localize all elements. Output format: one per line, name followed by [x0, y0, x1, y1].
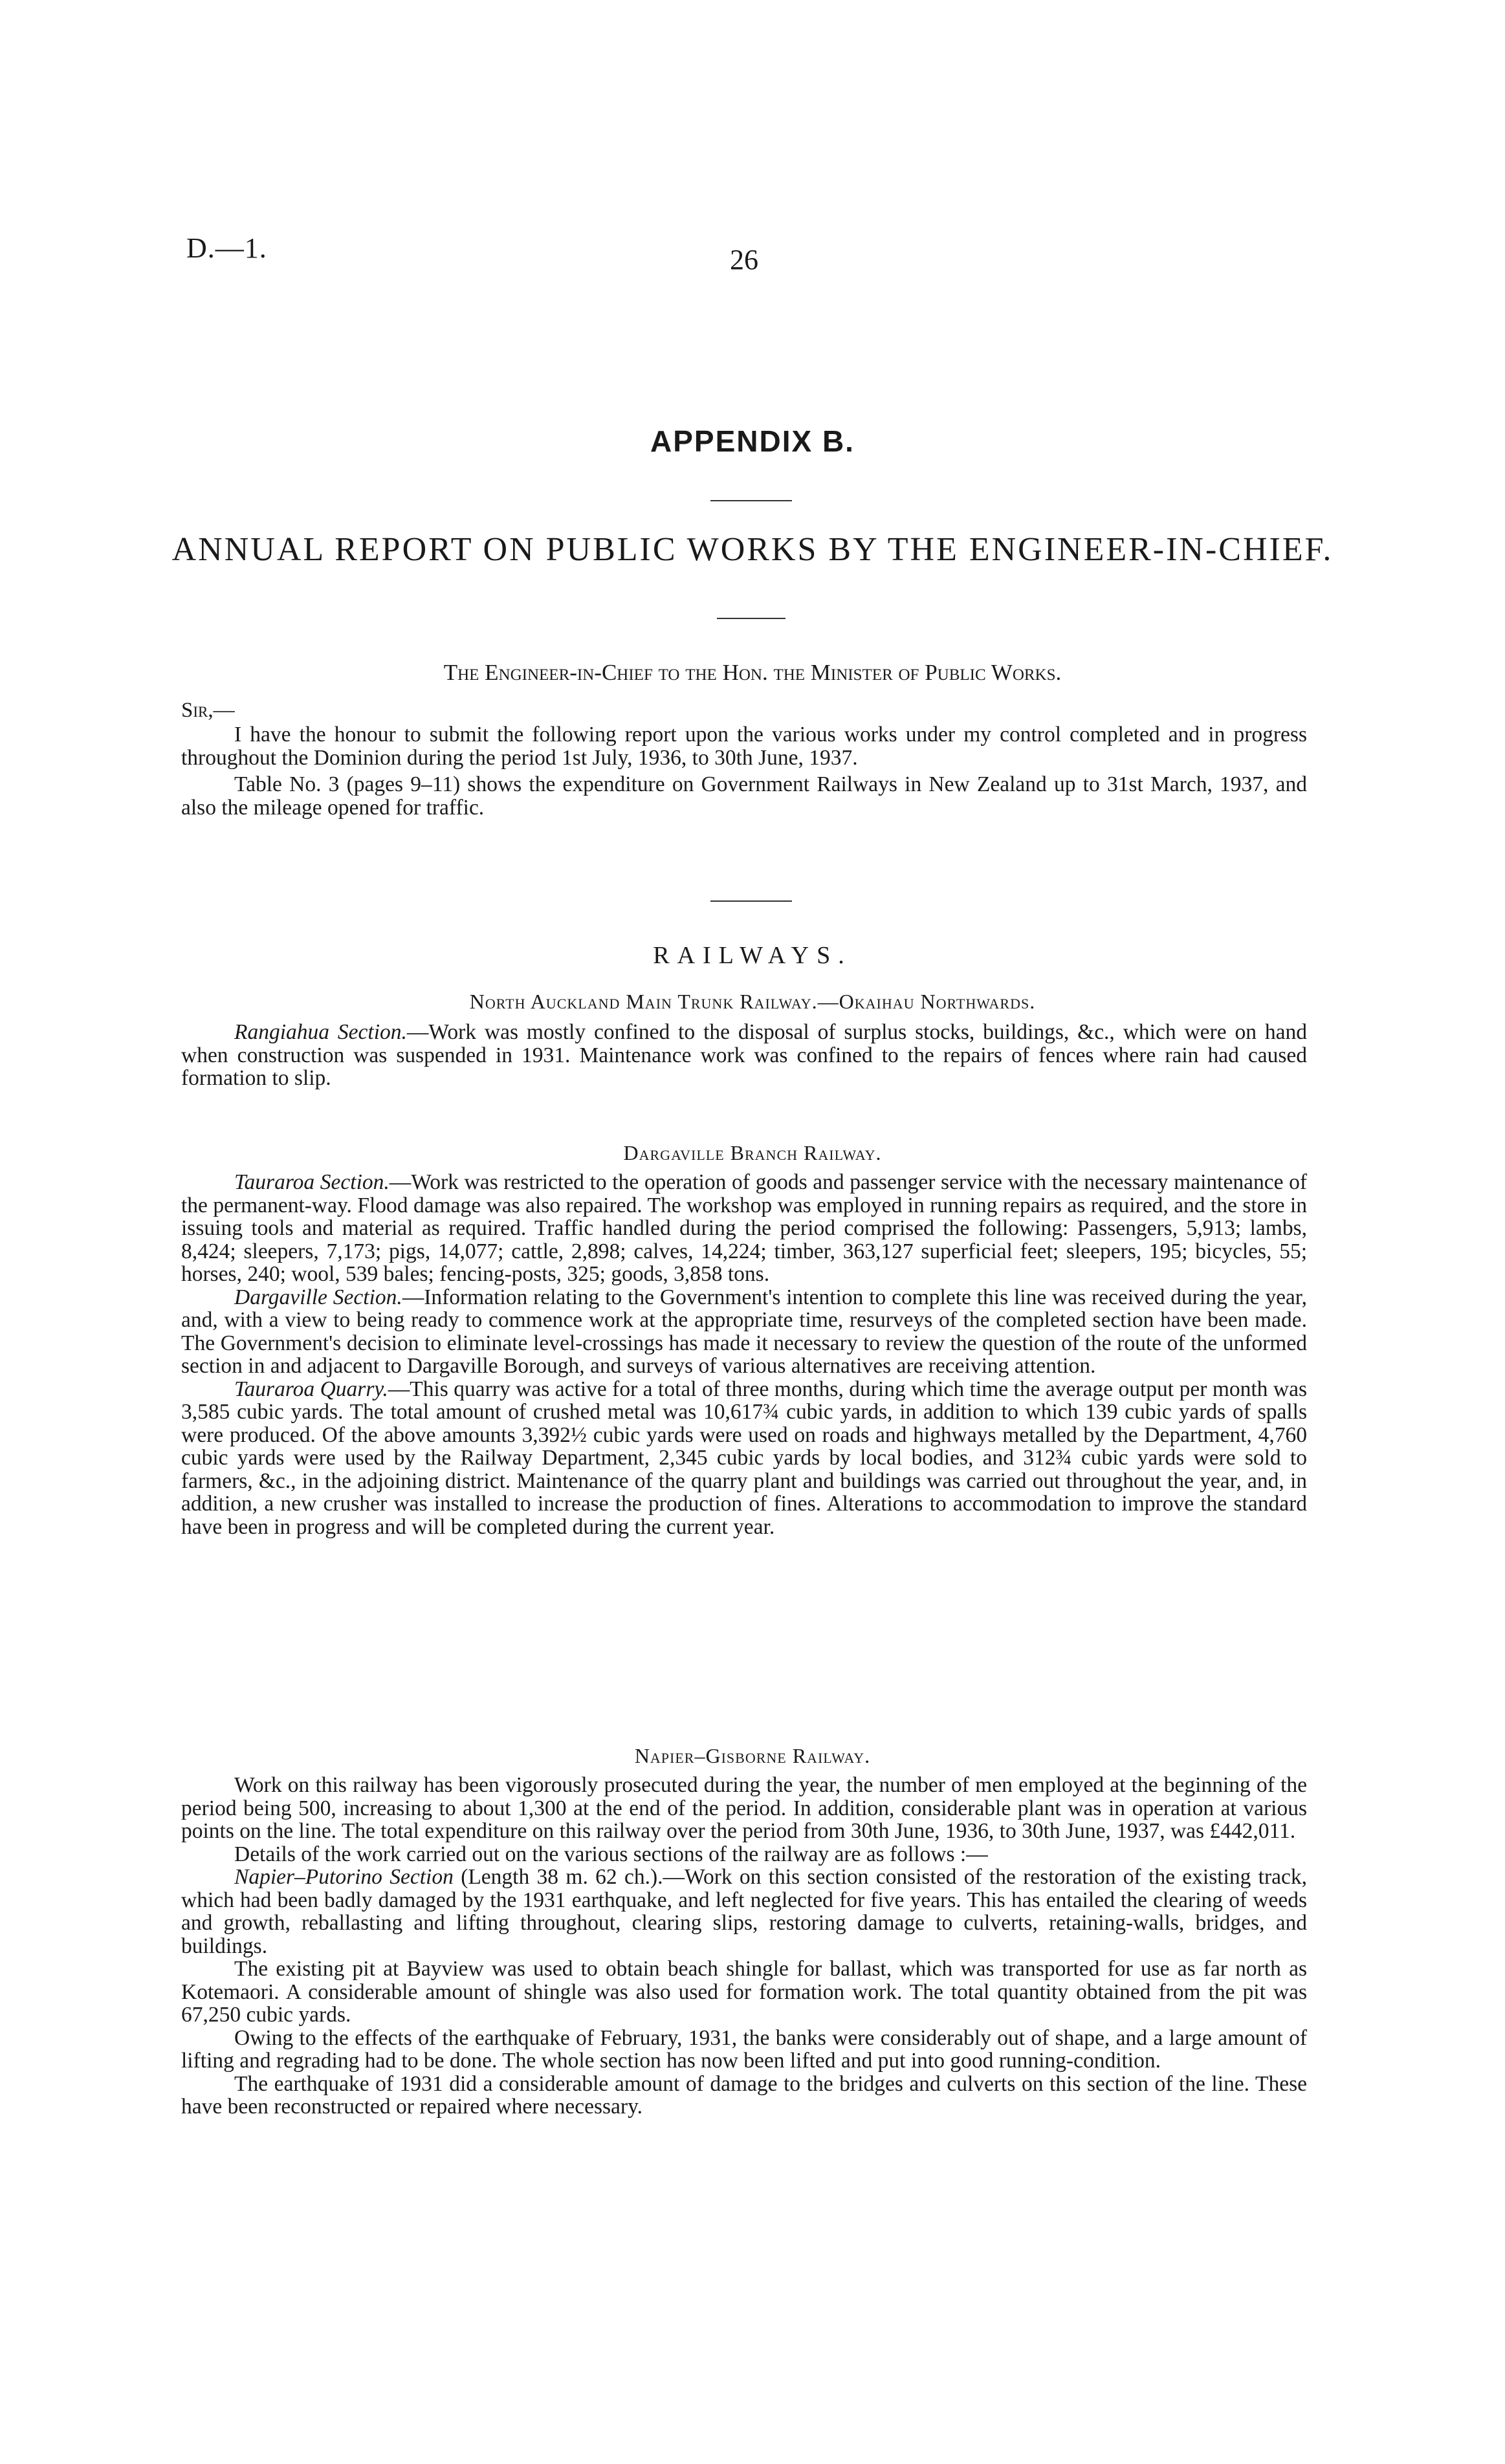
napier-paragraph-1: Work on this railway has been vigorously prosecuted during the year, the number of men employed at the beginning of the period being 500, increasing to about 1,300 at the end of the period. In addition, considerable plant was in operation at various points on the line. The total expenditure on this railway over the period from 30th June, 1936, to 30th June, 1937, was £442,011. — [181, 1773, 1307, 1843]
rangiahua-title: Rangiahua Section. — [234, 1020, 407, 1044]
intro-paragraph-2: Table No. 3 (pages 9–11) shows the expenditure on Government Railways in New Zealand up to 31st March, 1937, and also the mileage opened for traffic. — [181, 772, 1307, 820]
page-number: 26 — [730, 244, 758, 276]
document-reference: D.—1. — [186, 232, 267, 264]
address-line: The Engineer-in-Chief to the Hon. the Minister of Public Works. — [443, 660, 1062, 685]
tauraroa-section-title: Tauraroa Section. — [234, 1170, 390, 1194]
napier-paragraph-5: Owing to the effects of the earthquake of February, 1931, the banks were considerably out of shape, and a large amount of lifting and regrading had to be done. The whole section has now been lifted and put into good running-condition. — [181, 2025, 1307, 2073]
napier-gisborne-heading: Napier–Gisborne Railway. — [634, 1744, 871, 1767]
divider — [717, 618, 785, 619]
tauraroa-section-paragraph — [181, 1171, 1307, 1286]
intro-paragraph-1: I have the honour to submit the following report upon the various works under my control completed and in progress throughout the Dominion during the period 1st July, 1936, to 30th June, 1937. — [181, 723, 1307, 770]
napier-putorino-title: Napier–Putorino Section — [234, 1865, 454, 1889]
tauraroa-quarry-text: —This quarry was active for a total of three months, during which time the average output per month was 3,585 cubic yards. The total amount of crushed metal was 10,617¾ cubic yards, in addition to which 139 cubic yards of spalls were produced. Of the above amounts 3,392½ cubic yards were used on roads and highways metalled by the Department, 4,760 cubic yards were used by the Railway Department, 2,345 cubic yards by local bodies, and 312¾ cubic yards were sold to farmers, &c., in the adjoining district. Maintenance of the quarry plant and buildings was carried out throughout the year, and, in addition, a new crusher was installed to increase the production of fines. Alterations to accommodation to improve the standard have been in progress and will be completed during the current year. — [181, 1377, 1307, 1539]
rangiahua-paragraph — [181, 1021, 1307, 1090]
napier-block — [181, 1774, 1307, 2119]
railways-heading: RAILWAYS. — [653, 942, 852, 969]
tauraroa-section-text: —Work was restricted to the operation of goods and passenger service with the necessary maintenance of the permanent-way. Flood damage was also repaired. The workshop was employed in running repairs as required, and the store in issuing tools and material as required. Traffic handled during the period comprised the following: Passengers, 5,913; lambs, 8,424; sleepers, 7,173; pigs, 14,077; cattle, 2,898; calves, 14,224; timber, 363,127 superficial feet; sleepers, 195; bicycles, 55; horses, 240; wool, 539 bales; fencing-posts, 325; goods, 3,858 tons. — [181, 1170, 1307, 1286]
dargaville-block — [181, 1171, 1307, 1538]
rangiahua-text: —Work was mostly confined to the disposal of surplus stocks, buildings, &c., which were on hand when construction was suspended in 1931. Maintenance work was confined to the repairs of fences where rain had caused formation to slip. — [181, 1020, 1307, 1090]
dargaville-section-paragraph — [181, 1286, 1307, 1378]
intro-block — [181, 723, 1307, 819]
napier-paragraph-4: The existing pit at Bayview was used to obtain beach shingle for ballast, which was transported for use as far north as Kotemaori. A considerable amount of shingle was also used for formation work. The total quantity obtained from the pit was 67,250 cubic yards. — [181, 1957, 1307, 2027]
report-title: ANNUAL REPORT ON PUBLIC WORKS BY THE ENGINEER-IN-CHIEF. — [171, 531, 1334, 568]
divider — [710, 900, 792, 902]
tauraroa-quarry-title: Tauraroa Quarry. — [234, 1377, 388, 1401]
north-auckland-block — [181, 1021, 1307, 1090]
dargaville-section-title: Dargaville Section. — [234, 1285, 402, 1309]
napier-putorino-text: (Length 38 m. 62 ch.).—Work on this section consisted of the restoration of the existing track, which had been badly damaged by the 1931 earthquake, and left neglected for five years. This has entailed the clearing of weeds and growth, reballasting and lifting throughout, clearing slips, restoring damage to culverts, retaining-walls, bridges, and buildings. — [181, 1865, 1307, 1958]
appendix-heading: APPENDIX B. — [650, 424, 855, 458]
napier-putorino-paragraph — [181, 1866, 1307, 1957]
salutation: Sir,— — [181, 699, 235, 722]
north-auckland-heading: North Auckland Main Trunk Railway.—Okaihau Northwards. — [469, 990, 1036, 1013]
napier-paragraph-6: The earthquake of 1931 did a considerable amount of damage to the bridges and culverts on this section of the line. These have been reconstructed or repaired where necessary. — [181, 2071, 1307, 2119]
tauraroa-quarry-paragraph — [181, 1378, 1307, 1539]
dargaville-section-text: —Information relating to the Government's intention to complete this line was received during the year, and, with a view to being ready to commence work at the appropriate time, resurveys of the completed section have been made. The Government's decision to eliminate level-crossings has made it necessary to review the question of the route of the unformed section in and adjacent to Dargaville Borough, and surveys of various alternatives are receiving attention. — [181, 1285, 1307, 1378]
divider — [710, 500, 792, 501]
napier-paragraph-2: Details of the work carried out on the various sections of the railway are as follows :— — [234, 1842, 988, 1866]
dargaville-heading: Dargaville Branch Railway. — [623, 1141, 882, 1164]
